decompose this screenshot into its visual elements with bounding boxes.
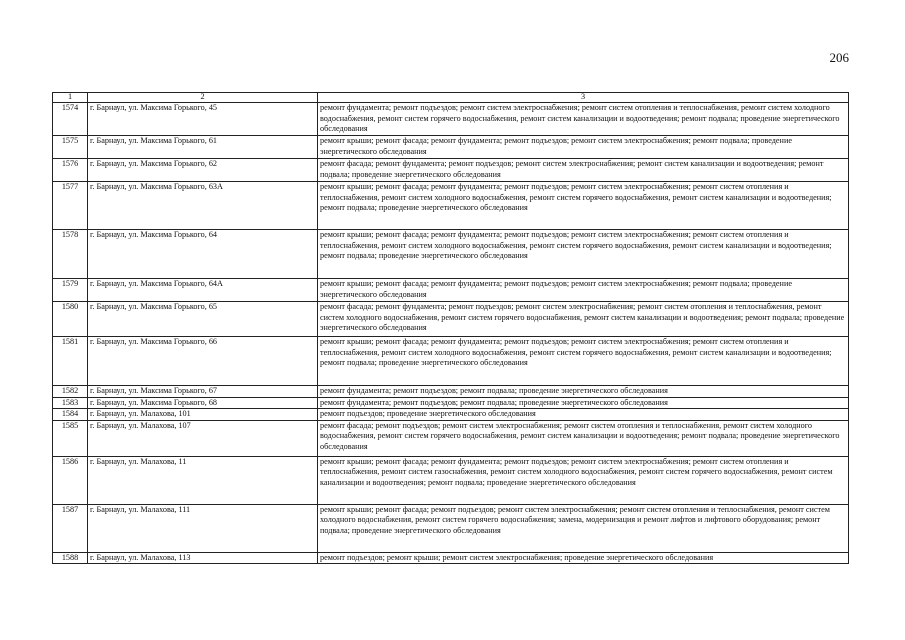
row-number: 1577 [53, 182, 88, 230]
row-works: ремонт фундамента; ремонт подъездов; ремонт подвала; проведение энергетического обследования [318, 386, 849, 398]
row-works: ремонт крыши; ремонт фасада; ремонт фундамента; ремонт подъездов; ремонт систем электроснабжения; ремонт подвала; проведение энергетического обследования [318, 279, 849, 302]
column-header-number: 1 [53, 93, 88, 103]
row-works: ремонт крыши; ремонт фасада; ремонт фундамента; ремонт подъездов; ремонт систем электроснабжения; ремонт систем отопления и теплоснабжения, ремонт систем газоснабжения, ремонт систем холодного водоснабжения, ремонт систем горячего водоснабжения, ремонт систем канализации и водоотведения; ремонт подвала; проведение энергетического обследования [318, 456, 849, 504]
table-row [53, 456, 849, 504]
row-number: 1588 [53, 552, 88, 564]
row-works: ремонт крыши; ремонт фасада; ремонт фундамента; ремонт подъездов; ремонт систем электроснабжения; ремонт подвала; проведение энергетического обследования [318, 136, 849, 159]
column-header-works: 3 [318, 93, 849, 103]
row-number: 1583 [53, 397, 88, 409]
row-number: 1578 [53, 230, 88, 279]
row-number: 1586 [53, 456, 88, 504]
row-works: ремонт крыши; ремонт фасада; ремонт фундамента; ремонт подъездов; ремонт систем электроснабжения; ремонт систем отопления и теплоснабжения, ремонт систем холодного водоснабжения, ремонт систем горячего водоснабжения, ремонт систем канализации и водоотведения; ремонт подвала; проведение энергетического обследования [318, 182, 849, 230]
row-address: г. Барнаул, ул. Малахова, 113 [88, 552, 318, 564]
row-works: ремонт крыши; ремонт фасада; ремонт фундамента; ремонт подъездов; ремонт систем электроснабжения; ремонт систем отопления и теплоснабжения, ремонт систем холодного водоснабжения, ремонт систем горячего водоснабжения, ремонт систем канализации и водоотведения; ремонт подвала; проведение энергетического обследования [318, 337, 849, 386]
table-row [53, 182, 849, 230]
table-row [53, 504, 849, 552]
row-number: 1582 [53, 386, 88, 398]
row-number: 1580 [53, 302, 88, 337]
row-address: г. Барнаул, ул. Максима Горького, 68 [88, 397, 318, 409]
row-number: 1587 [53, 504, 88, 552]
table-row [53, 420, 849, 456]
row-works: ремонт фундамента; ремонт подъездов; ремонт подвала; проведение энергетического обследования [318, 397, 849, 409]
row-works: ремонт фундамента; ремонт подъездов; ремонт систем электроснабжения; ремонт систем отопления и теплоснабжения, ремонт систем холодного водоснабжения, ремонт систем горячего водоснабжения, ремонт систем канализации и водоотведения; ремонт подвала; проведение энергетического обследования [318, 103, 849, 136]
row-number: 1574 [53, 103, 88, 136]
table-row [53, 552, 849, 564]
row-works: ремонт фасада; ремонт подъездов; ремонт систем электроснабжения; ремонт систем отопления и теплоснабжения, ремонт систем холодного водоснабжения, ремонт систем горячего водоснабжения, ремонт систем канализации и водоотведения; ремонт подвала; проведение энергетического обследования [318, 420, 849, 456]
table-row [53, 279, 849, 302]
row-address: г. Барнаул, ул. Максима Горького, 61 [88, 136, 318, 159]
row-address: г. Барнаул, ул. Максима Горького, 64 [88, 230, 318, 279]
table-row [53, 230, 849, 279]
row-works: ремонт крыши; ремонт фасада; ремонт фундамента; ремонт подъездов; ремонт систем электроснабжения; ремонт систем отопления и теплоснабжения, ремонт систем холодного водоснабжения, ремонт систем горячего водоснабжения, ремонт систем канализации и водоотведения; ремонт подвала; проведение энергетического обследования [318, 230, 849, 279]
row-works: ремонт подъездов; ремонт крыши; ремонт систем электроснабжения; проведение энергетического обследования [318, 552, 849, 564]
row-works: ремонт фасада; ремонт фундамента; ремонт подъездов; ремонт систем электроснабжения; ремонт систем канализации и водоотведения; ремонт подвала; проведение энергетического обследования [318, 159, 849, 182]
table-row [53, 103, 849, 136]
row-number: 1575 [53, 136, 88, 159]
table-row [53, 409, 849, 421]
row-address: г. Барнаул, ул. Максима Горького, 62 [88, 159, 318, 182]
row-works: ремонт подъездов; проведение энергетического обследования [318, 409, 849, 421]
row-address: г. Барнаул, ул. Малахова, 111 [88, 504, 318, 552]
table-row [53, 337, 849, 386]
table-row [53, 302, 849, 337]
row-number: 1584 [53, 409, 88, 421]
column-header-address: 2 [88, 93, 318, 103]
table-row [53, 136, 849, 159]
table-header-row [53, 93, 849, 103]
row-works: ремонт фасада; ремонт фундамента; ремонт подъездов; ремонт систем электроснабжения; ремонт систем отопления и теплоснабжения, ремонт систем холодного водоснабжения, ремонт систем горячего водоснабжения, ремонт систем канализации и водоотведения; ремонт подвала; проведение энергетического обследования [318, 302, 849, 337]
table-row [53, 386, 849, 398]
table-row [53, 159, 849, 182]
row-address: г. Барнаул, ул. Малахова, 101 [88, 409, 318, 421]
row-number: 1581 [53, 337, 88, 386]
row-number: 1579 [53, 279, 88, 302]
registry-table [52, 92, 849, 564]
row-address: г. Барнаул, ул. Максима Горького, 65 [88, 302, 318, 337]
row-number: 1585 [53, 420, 88, 456]
row-number: 1576 [53, 159, 88, 182]
row-address: г. Барнаул, ул. Максима Горького, 66 [88, 337, 318, 386]
row-address: г. Барнаул, ул. Максима Горького, 45 [88, 103, 318, 136]
row-address: г. Барнаул, ул. Малахова, 11 [88, 456, 318, 504]
row-address: г. Барнаул, ул. Максима Горького, 64А [88, 279, 318, 302]
table-row [53, 397, 849, 409]
row-address: г. Барнаул, ул. Максима Горького, 63А [88, 182, 318, 230]
row-address: г. Барнаул, ул. Малахова, 107 [88, 420, 318, 456]
row-works: ремонт крыши; ремонт фасада; ремонт подъездов; ремонт систем электроснабжения; ремонт систем отопления и теплоснабжения, ремонт систем холодного водоснабжения, ремонт систем горячего водоснабжения; замена, модернизация и ремонт лифтов и лифтового оборудования; ремонт подвала; проведение энергетического обследования [318, 504, 849, 552]
page-number: 206 [829, 50, 849, 65]
row-address: г. Барнаул, ул. Максима Горького, 67 [88, 386, 318, 398]
